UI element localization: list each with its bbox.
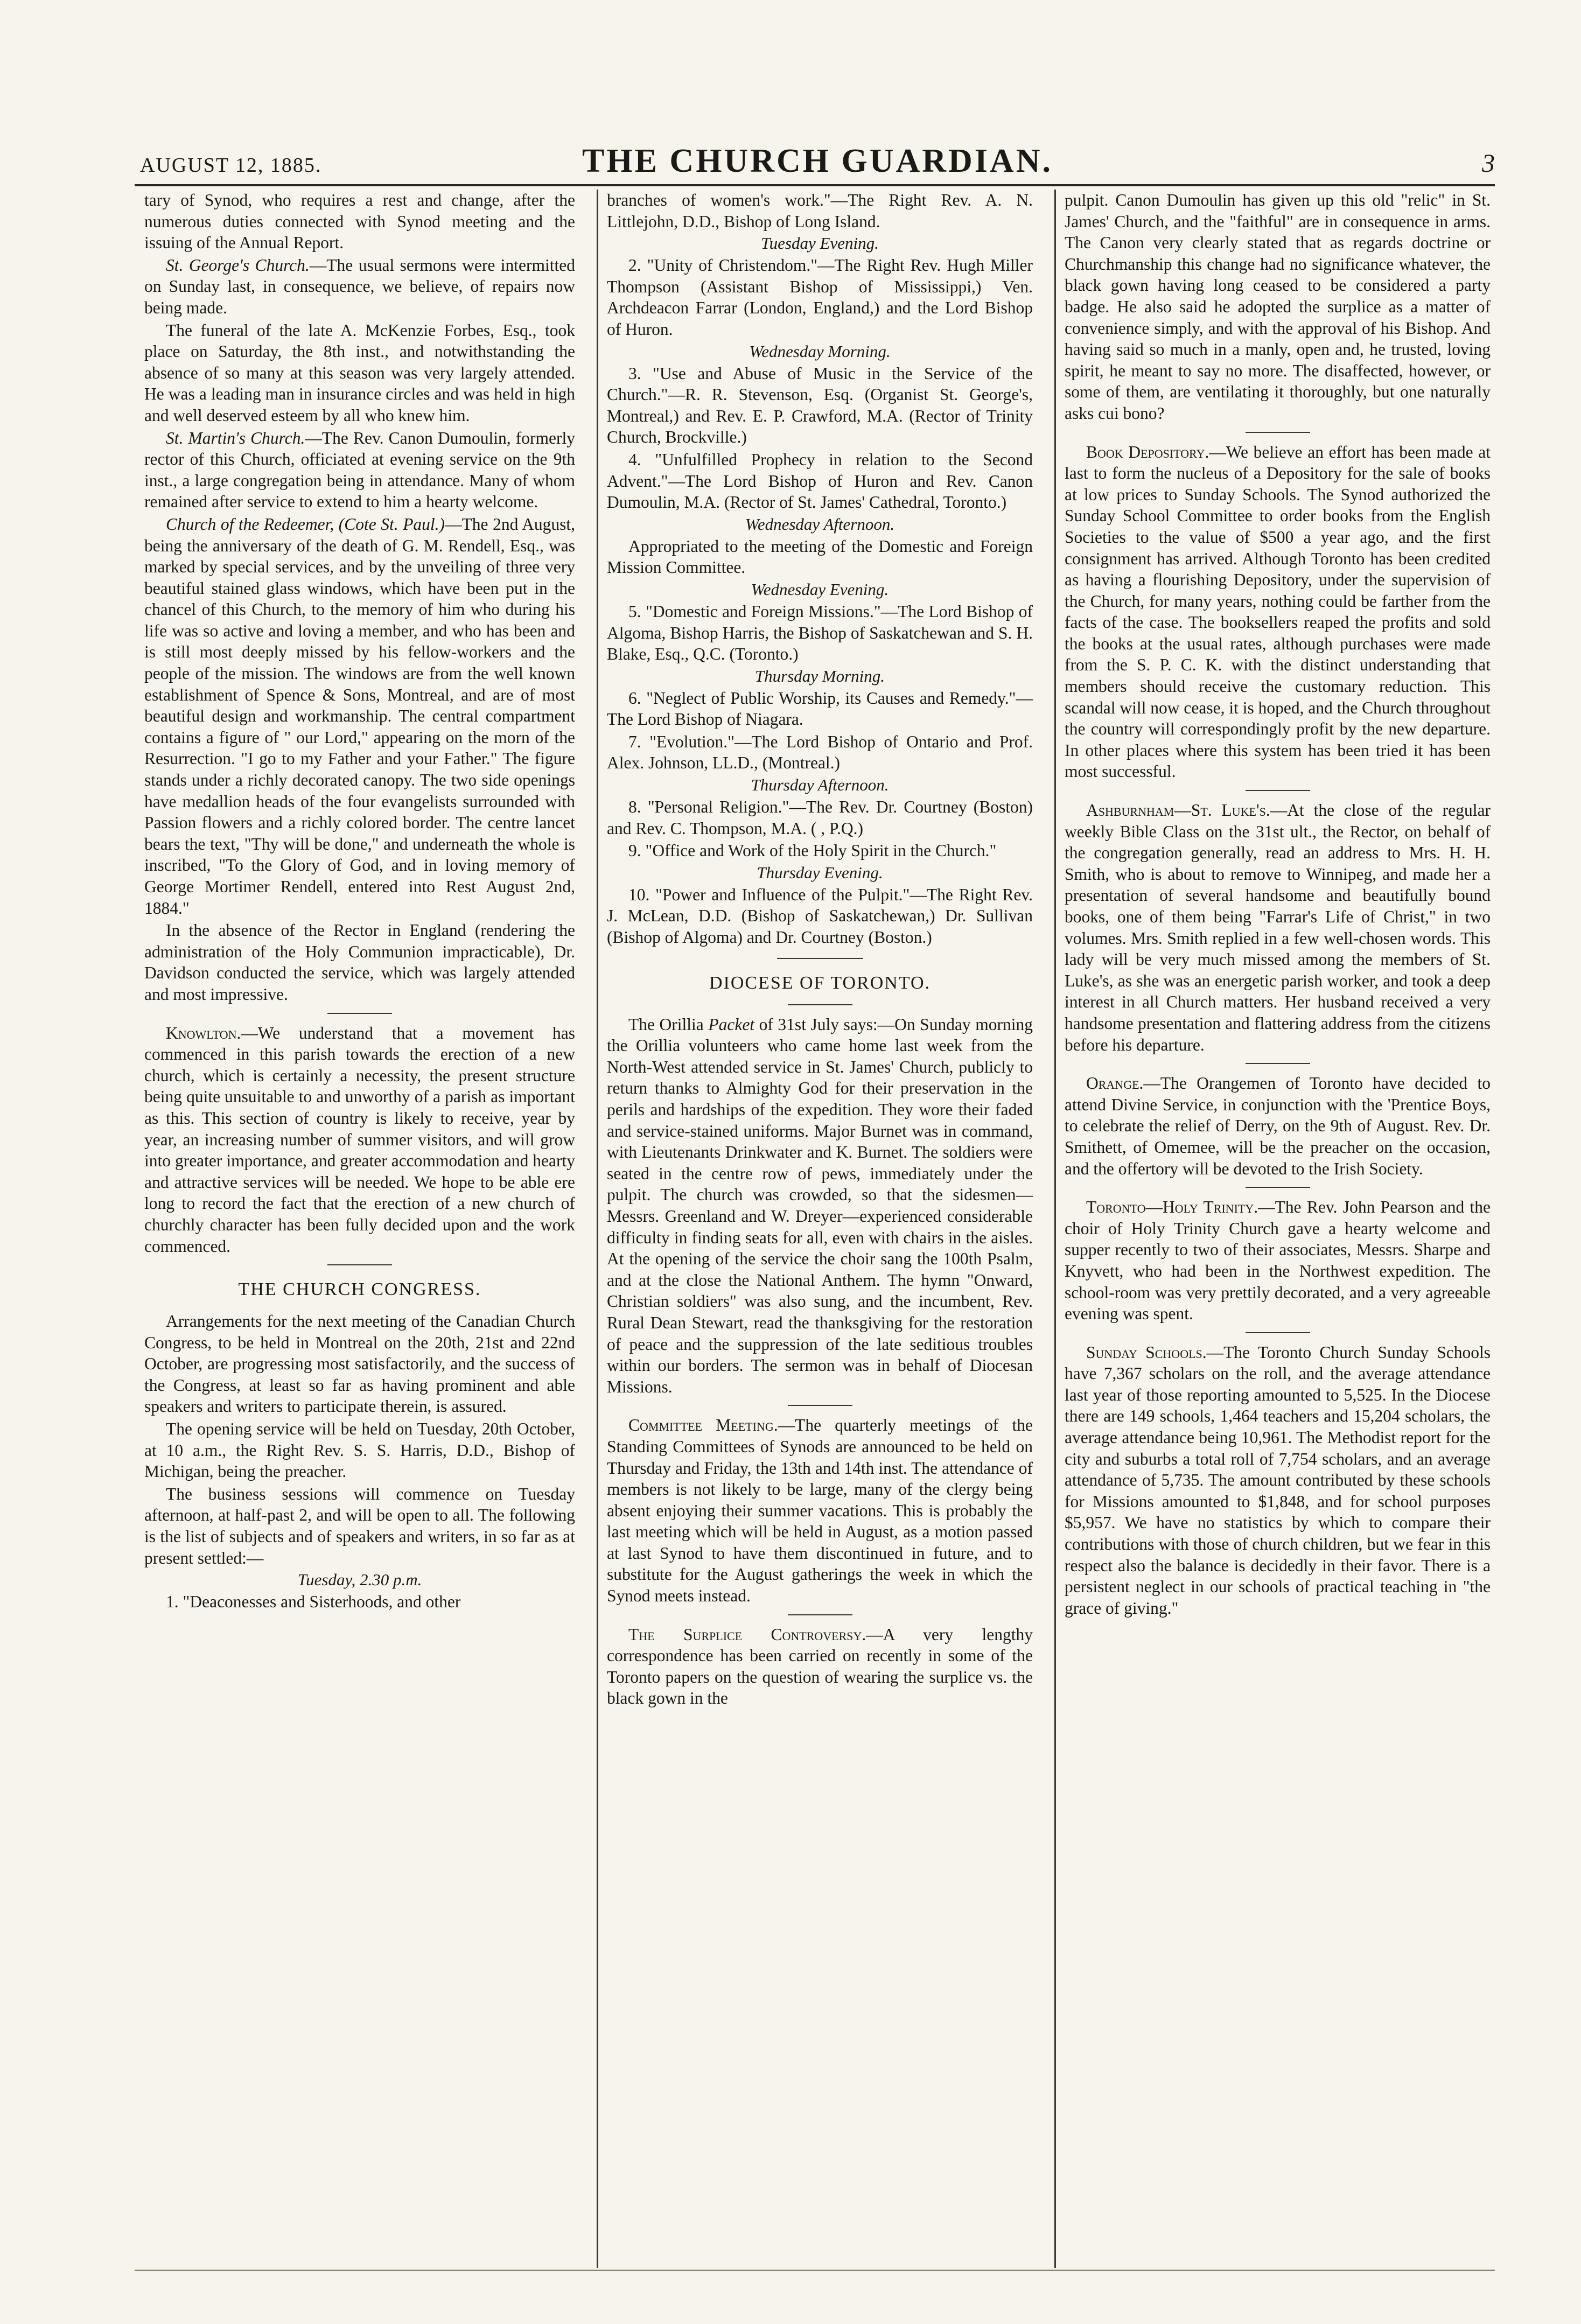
- issue-date: AUGUST 12, 1885.: [140, 154, 322, 177]
- paragraph: Committee Meeting.—The quarterly meetings of the Standing Committees of Synods are announced to be held on Thursday and Friday, the 13th and 14th inst. The attendance of members is not likely to be large, many of the clergy being absent enjoying their summer vacations. This is probably the last meeting which will be held in August, as a motion passed at last Synod to have them discontinued in future, and to substitute for the August gatherings the week in which the Synod meets instead.: [607, 1416, 1033, 1606]
- paragraph: 7. "Evolution."—The Lord Bishop of Ontario and Prof. Alex. Johnson, LL.D., (Montreal.): [607, 732, 1033, 773]
- divider: [327, 1264, 392, 1265]
- divider: [1246, 1332, 1310, 1333]
- item-label: Committee Meeting.: [628, 1416, 778, 1435]
- paragraph: Toronto—Holy Trinity.—The Rev. John Pearson and the choir of Holy Trinity Church gave a hearty welcome and supper recently to two of their associates, Messrs. Sharpe and Knyvett, who had been in the Northwest expedition. The school-room was very prettily decorated, and a very agreeable evening was spent.: [1065, 1198, 1491, 1324]
- paragraph: St. George's Church.—The usual sermons were intermitted on Sunday last, in consequence, we believe, of repairs now being made.: [144, 255, 575, 317]
- masthead-rule: [135, 184, 1495, 186]
- item-label: St. Martin's Church.: [166, 428, 305, 447]
- item-label: Sunday Schools.: [1086, 1342, 1207, 1362]
- newspaper-title: THE CHURCH GUARDIAN.: [582, 143, 1053, 179]
- section-heading: DIOCESE OF TORONTO.: [709, 972, 931, 993]
- article-columns: [139, 190, 1496, 2268]
- item-label: Ashburnham—St. Luke's.: [1086, 801, 1270, 820]
- item-label: St. George's Church.: [166, 255, 310, 275]
- column-2: [597, 190, 1038, 2268]
- item-label: Packet: [708, 1014, 755, 1034]
- divider: [327, 1013, 392, 1014]
- paragraph: Sunday Schools.—The Toronto Church Sunday Schools have 7,367 scholars on the roll, and the average attendance last year of those reporting amounted to 5,525. In the Diocese there are 149 schools, 1,464 teachers and 15,204 scholars, the average attendance being 10,961. The Methodist report for the city and suburbs a total roll of 7,754 scholars, and an average attendance of 5,735. The amount contributed by these schools for Missions amounted to $1,848, and for school purposes $5,957. We have no statistics by which to compare their contributions with those of church children, but we fear in this respect also the balance is decidedly in their favor. There is a persistent neglect in our schools of practical teaching in "the grace of giving.": [1065, 1342, 1491, 1618]
- paragraph: In the absence of the Rector in England (rendering the administration of the Holy Communion impracticable), Dr. Davidson conducted the service, which was largely attended and most impressive.: [144, 921, 575, 1004]
- bottom-rule: [135, 2270, 1495, 2271]
- page-number: 3: [1482, 149, 1495, 178]
- item-label: Book Depository.: [1086, 442, 1209, 461]
- paragraph: tary of Synod, who requires a rest and change, after the numerous duties connected with Synod meeting and the issuing of the Annual Report.: [144, 191, 575, 253]
- divider: [1246, 1187, 1310, 1188]
- divider: [1246, 790, 1310, 791]
- session-heading: Wednesday Morning.: [749, 341, 891, 361]
- session-heading: Wednesday Afternoon.: [745, 514, 895, 534]
- masthead: [140, 137, 1495, 180]
- paragraph: 1. "Deaconesses and Sisterhoods, and other: [166, 1592, 461, 1612]
- divider: [777, 958, 863, 959]
- paragraph: Arrangements for the next meeting of the Canadian Church Congress, to be held in Montreal on the 20th, 21st and 22nd October, are progressing most satisfactorily, and the success of the Congress, at least so far as having prominent and able speakers and writers to participate therein, is assured.: [144, 1312, 575, 1416]
- paragraph: 2. "Unity of Christendom."—The Right Rev. Hugh Miller Thompson (Assistant Bishop of Mississippi,) Ven. Archdeacon Farrar (London, England,) and the Lord Bishop of Huron.: [607, 256, 1033, 339]
- paragraph: The funeral of the late A. McKenzie Forbes, Esq., took place on Saturday, the 8th inst., and notwithstanding the absence of so many at this season was very largely attended. He was a leading man in insurance circles and was held in high and well deserved esteem by all who knew him.: [144, 320, 575, 425]
- paragraph: Knowlton.—We understand that a movement has commenced in this parish towards the erection of a new church, which is certainly a necessity, the present structure being quite unsuitable to and unworthy of a parish as important as this. This section of country is likely to receive, year by year, an increasing number of summer visitors, and will grow into greater importance, and greater accommodation and hearty and attractive services will be needed. We hope to be able ere long to record the fact that the erection of a new church of churchly character has been fully decided upon and the work commenced.: [144, 1023, 575, 1256]
- paragraph: pulpit. Canon Dumoulin has given up this old "relic" in St. James' Church, and the "faithful" are in consequence in arms. The Canon very clearly stated that as regards doctrine or Churchmanship this change had no significance whatever, the black gown having long ceased to be considered a party badge. He also said he adopted the surplice as a matter of convenience simply, and with the approval of his Bishop. And having said so much in a manly, open and, he trusted, loving spirit, he meant to say no more. The disaffected, however, or some of them, are ventilating it thoroughly, but one naturally asks cui bono?: [1065, 191, 1491, 423]
- paragraph: 4. "Unfulfilled Prophecy in relation to the Second Advent."—The Lord Bishop of Huron and Rev. Canon Dumoulin, M.A. (Rector of St. James' Cathedral, Toronto.): [607, 450, 1033, 512]
- session-heading: Thursday Evening.: [757, 863, 883, 882]
- paragraph: Orange.—The Orangemen of Toronto have decided to attend Divine Service, in conjunction with the 'Prentice Boys, to celebrate the relief of Derry, on the 9th of August. Rev. Dr. Smithett, of Omemee, will be the preacher on the occasion, and the offertory will be devoted to the Irish Society.: [1065, 1074, 1491, 1178]
- paragraph: 8. "Personal Religion."—The Rev. Dr. Courtney (Boston) and Rev. C. Thompson, M.A. ( , P.Q.): [607, 797, 1033, 838]
- column-1: [139, 190, 580, 2268]
- divider: [788, 1614, 852, 1615]
- item-label: Toronto—Holy Trinity.: [1086, 1198, 1258, 1217]
- divider: [1246, 432, 1310, 433]
- column-3: [1054, 190, 1496, 2268]
- item-label: Church of the Redeemer, (Cote St. Paul.): [166, 514, 445, 534]
- session-heading: Thursday Morning.: [754, 666, 885, 685]
- paragraph: Appropriated to the meeting of the Domestic and Foreign Mission Committee.: [607, 536, 1033, 577]
- paragraph: 3. "Use and Abuse of Music in the Service of the Church."—R. R. Stevenson, Esq. (Organist St. George's, Montreal,) and Rev. E. P. Crawford, M.A. (Rector of Trinity Church, Brockville.): [607, 363, 1033, 447]
- paragraph: 10. "Power and Influence of the Pulpit."—The Right Rev. J. McLean, D.D. (Bishop of Saskatchewan,) Dr. Sullivan (Bishop of Algoma) and Dr. Courtney (Boston.): [607, 885, 1033, 947]
- session-heading: Tuesday Evening.: [761, 234, 879, 253]
- paragraph: 6. "Neglect of Public Worship, its Causes and Remedy."—The Lord Bishop of Niagara.: [607, 688, 1033, 729]
- paragraph: 5. "Domestic and Foreign Missions."—The Lord Bishop of Algoma, Bishop Harris, the Bishop of Saskatchewan and S. H. Blake, Esq., Q.C. (Toronto.): [607, 601, 1033, 664]
- paragraph: Ashburnham—St. Luke's.—At the close of the regular weekly Bible Class on the 31st ult., the Rector, on behalf of the congregation generally, read an address to Mrs. H. H. Smith, who is about to remove to Winnipeg, and made her a presentation of several handsome and beautifully bound books, one of them being "Farrar's Life of Christ," in two volumes. Mrs. Smith replied in a few well-chosen words. This lady will be very much missed among the members of St. Luke's, as she was an energetic parish worker, and took a deep interest in all Church matters. Her husband received a very handsome presentation and flattering address from the citizens before his departure.: [1065, 801, 1491, 1054]
- divider: [1246, 1063, 1310, 1064]
- divider: [788, 1004, 852, 1005]
- paragraph: The Surplice Controversy.—A very lengthy correspondence has been carried on recently in some of the Toronto papers on the question of wearing the surplice vs. the black gown in the: [607, 1625, 1033, 1708]
- paragraph: Book Depository.—We believe an effort has been made at last to form the nucleus of a Depository for the sale of books at low prices to Sunday Schools. The Synod authorized the Sunday School Committee to order books from the English Societies to the value of $500 a year ago, and the first consignment has arrived. Although Toronto has been credited as having a flourishing Depository, under the supervision of the Church, for many years, nothing could be farther from the facts of the case. The booksellers reaped the profits and sold the books at the usual rates, although purchases were made from the S. P. C. K. with the distinct understanding that members should receive the customary reduction. This scandal will now cease, it is hoped, and the Church throughout the country will correspondingly profit by the new departure. In other places where this system has been tried it has been most successful.: [1065, 442, 1491, 781]
- paragraph: branches of women's work."—The Right Rev. A. N. Littlejohn, D.D., Bishop of Long Island.: [607, 191, 1033, 231]
- divider: [788, 1405, 852, 1406]
- section-heading: THE CHURCH CONGRESS.: [238, 1279, 481, 1300]
- paragraph: The Orillia Packet of 31st July says:—On Sunday morning the Orillia volunteers who came home last week from the North-West attended service in St. James' Church, publicly to return thanks to Almighty God for their preservation in the perils and hardships of the expedition. They wore their faded and service-stained uniforms. Major Burnet was in command, with Lieutenants Drinkwater and K. Burnet. The soldiers were seated in the centre row of pews, immediately under the pulpit. The church was crowded, so that the sidesmen—Messrs. Greenland and W. Dreyer—experienced considerable difficulty in finding seats for all, even with chairs in the aisles. At the opening of the service the choir sang the 100th Psalm, and at the close the National Anthem. The hymn "Onward, Christian soldiers" was also sung, and the incumbent, Rev. Rural Dean Stewart, read the thanksgiving for the restoration of peace and the suppression of the late seditious troubles within our borders. The sermon was in behalf of Diocesan Missions.: [607, 1014, 1033, 1396]
- session-heading: Thursday Afternoon.: [751, 775, 889, 795]
- item-label: Orange.: [1086, 1074, 1144, 1093]
- paragraph: Church of the Redeemer, (Cote St. Paul.)—The 2nd August, being the anniversary of the death of G. M. Rendell, Esq., was marked by special services, and by the unveiling of three very beautiful stained glass windows, which have been put in the chancel of this Church, to the memory of him who during his life was so active and loving a member, and who has been and is still most deeply missed by his fellow-workers and the people of the mission. The windows are from the well known establishment of Spence & Sons, Montreal, and are of most beautiful design and workmanship. The central compartment contains a figure of " our Lord," appearing on the morn of the Resurrection. "I go to my Father and your Father." The figure stands under a richly decorated canopy. The two side openings have medallion heads of the four evangelists surrounded with Passion flowers and a richly colored border. The centre lancet bears the text, "Thy will be done," and underneath the whole is inscribed, "To the Glory of God, and in loving memory of George Mortimer Rendell, entered into Rest August 2nd, 1884.": [144, 514, 576, 918]
- session-heading: Wednesday Evening.: [751, 579, 889, 599]
- item-label: The Surplice Controversy.: [628, 1625, 866, 1644]
- session-heading: Tuesday, 2.30 p.m.: [297, 1570, 422, 1590]
- paragraph: St. Martin's Church.—The Rev. Canon Dumoulin, formerly rector of this Church, officiated at evening service on the 9th inst., a large congregation being in attendance. Many of whom remained after service to extend to him a hearty welcome.: [144, 428, 575, 512]
- paragraph: The opening service will be held on Tuesday, 20th October, at 10 a.m., the Right Rev. S. S. Harris, D.D., Bishop of Michigan, being the preacher.: [144, 1419, 575, 1481]
- paragraph: 9. "Office and Work of the Holy Spirit in the Church.": [628, 841, 997, 860]
- paragraph: The business sessions will commence on Tuesday afternoon, at half-past 2, and will be open to all. The following is the list of subjects and of speakers and writers, in so far as at present settled:—: [144, 1484, 575, 1567]
- item-label: Knowlton.: [166, 1023, 241, 1042]
